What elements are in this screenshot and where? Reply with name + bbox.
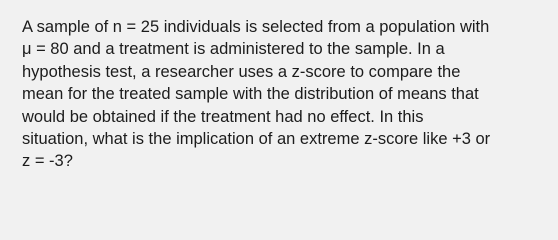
question-text xyxy=(22,16,538,173)
question-line-6: situation, what is the implication of an extreme z-score like +3 or xyxy=(22,130,491,149)
question-line-5: would be obtained if the treatment had no effect. In this xyxy=(22,107,424,126)
question-line-3: hypothesis test, a researcher uses a z-score to compare the xyxy=(22,62,461,81)
question-line-1: A sample of n = 25 individuals is selected from a population with xyxy=(22,18,490,36)
question-line-2: μ = 80 and a treatment is administered to the sample. In a xyxy=(22,40,445,59)
question-line-7: z = -3? xyxy=(22,152,73,171)
question-line-4: mean for the treated sample with the distribution of means that xyxy=(22,85,479,104)
